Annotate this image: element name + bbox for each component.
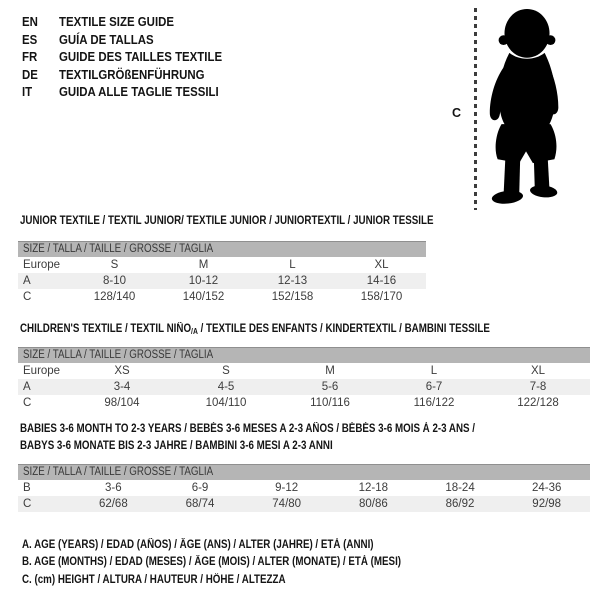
row-label: A — [23, 275, 31, 287]
row-label: C — [23, 397, 32, 409]
size-cell: 12-18 — [358, 482, 389, 494]
language-row-it — [22, 83, 222, 101]
language-title: GUIDA ALLE TAGLIE TESSILI — [58, 84, 219, 99]
table-row-height — [18, 496, 590, 512]
size-cell: 110/116 — [310, 397, 350, 409]
row-label: Europe — [23, 365, 61, 377]
measurement-legend — [22, 537, 468, 589]
table-row-age — [18, 273, 426, 289]
size-cell: 62/68 — [98, 498, 128, 510]
title-prefix: CHILDREN'S TEXTILE / TEXTIL NIÑO — [20, 323, 192, 335]
size-cell: 6-7 — [425, 381, 443, 393]
childrens-textile-table — [18, 347, 590, 411]
size-cell: 86/92 — [445, 498, 475, 510]
size-cell: 12-13 — [277, 275, 308, 287]
size-cell: L — [289, 259, 296, 271]
size-header-label: SIZE / TALLA / TAILLE / GRÖSSE / TAGLIA — [23, 243, 214, 255]
size-cell: 140/152 — [182, 291, 225, 303]
size-header-bar — [18, 241, 426, 257]
height-dotted-line — [474, 8, 477, 210]
size-cell: 24-36 — [531, 482, 562, 494]
size-cell: 98/104 — [104, 397, 140, 409]
size-cell: 116/122 — [413, 397, 455, 409]
childrens-textile-title-text — [20, 321, 490, 340]
size-cell: 8-10 — [102, 275, 127, 287]
junior-textile-title-text: JUNIOR TEXTILE / TEXTIL JUNIOR/ TEXTILE JUNIOR / JUNIORTEXTIL / JUNIOR TESSILE — [20, 215, 434, 227]
size-cell: L — [430, 365, 438, 377]
language-code: DE — [22, 66, 38, 82]
table-row-months — [18, 480, 590, 496]
junior-textile-table — [18, 241, 426, 305]
size-cell: M — [325, 365, 335, 377]
childrens-textile-title — [20, 321, 573, 340]
language-row-fr — [22, 48, 222, 66]
babies-textile-table — [18, 464, 590, 512]
language-title: TEXTILGRÖßENFÜHRUNG — [58, 66, 205, 82]
row-label: B — [23, 482, 31, 494]
babies-title-line2: BABYS 3-6 MONATE BIS 2-3 JAHRE / BAMBINI 3-6 MESI A 2-3 ANNI — [20, 440, 333, 452]
size-cell: M — [198, 259, 209, 271]
size-cell: 80/86 — [358, 498, 388, 510]
language-row-en — [22, 13, 222, 31]
size-cell: 3-6 — [105, 482, 122, 494]
language-title: TEXTILE SIZE GUIDE — [58, 14, 175, 29]
size-cell: 3-4 — [113, 381, 131, 393]
size-cell: 158/170 — [360, 291, 403, 303]
table-row-height — [18, 395, 590, 411]
size-cell: 68/74 — [185, 498, 215, 510]
legend-text: C. (cm) HEIGHT / ALTURA / HAUTEUR / HÖHE / ALTEZZA — [22, 573, 286, 586]
legend-text: B. AGE (MONTHS) / EDAD (MESES) / ÂGE (MOIS) / ALTER (MONATE) / ETÀ (MESI) — [22, 556, 402, 569]
size-cell: 9-12 — [275, 482, 299, 494]
language-row-de — [22, 66, 222, 84]
size-cell: 6-9 — [191, 482, 209, 494]
size-cell: 14-16 — [366, 275, 397, 287]
size-cell: 152/158 — [271, 291, 314, 303]
table-row-europe — [18, 363, 590, 379]
size-cell: 74/80 — [272, 498, 302, 510]
row-label: Europe — [23, 259, 61, 271]
language-row-es — [22, 31, 222, 49]
language-code: IT — [22, 84, 33, 99]
junior-textile-title — [20, 213, 506, 230]
toddler-silhouette-image — [481, 7, 574, 207]
row-label: C — [23, 498, 32, 510]
table-row-europe — [18, 257, 426, 273]
size-cell: 10-12 — [188, 275, 219, 287]
size-cell: 4-5 — [217, 381, 235, 393]
size-cell: XL — [374, 259, 389, 271]
size-cell: 104/110 — [205, 397, 247, 409]
legend-line-b — [22, 554, 468, 571]
size-cell: 122/128 — [517, 397, 559, 409]
language-title: GUIDE DES TAILLES TEXTILE — [58, 49, 223, 64]
size-cell: 18-24 — [445, 482, 475, 494]
row-label: A — [23, 381, 31, 393]
size-cell: S — [110, 259, 119, 271]
size-cell: S — [222, 365, 230, 377]
babies-title-line1: BABIES 3-6 MONTH TO 2-3 YEARS / BEBÉS 3-6 MESES A 2-3 AÑOS / BÉBÉS 3-6 MOIS À 2-3 ANS / — [20, 423, 476, 435]
size-cell: 5-6 — [321, 381, 339, 393]
legend-line-a — [22, 537, 468, 554]
row-label: C — [23, 291, 32, 303]
size-header-label: SIZE / TALLA / TAILLE / GRÖSSE / TAGLIA — [23, 466, 214, 478]
size-header-bar — [18, 464, 590, 480]
language-title: GUÍA DE TALLAS — [58, 31, 154, 47]
table-row-height — [18, 289, 426, 305]
babies-textile-title — [20, 421, 555, 455]
language-code: FR — [22, 49, 38, 64]
size-cell: XL — [530, 365, 546, 377]
table-row-age — [18, 379, 590, 395]
height-measure-label: C — [452, 106, 462, 120]
size-cell: 7-8 — [529, 381, 547, 393]
title-suffix: / TEXTILE DES ENFANTS / KINDERTEXTIL / BAMBINI TESSILE — [197, 323, 490, 335]
language-title-list — [22, 13, 249, 101]
legend-line-c — [22, 572, 468, 589]
title-subscript: /A — [191, 327, 198, 336]
language-code: ES — [22, 31, 38, 47]
size-cell: 92/98 — [532, 498, 562, 510]
size-header-label: SIZE / TALLA / TAILLE / GRÖSSE / TAGLIA — [23, 349, 214, 361]
legend-text: A. AGE (YEARS) / EDAD (AÑOS) / ÂGE (ANS) / ALTER (JAHRE) / ETÀ (ANNI) — [22, 539, 374, 551]
size-cell: 128/140 — [93, 291, 136, 303]
size-cell: XS — [114, 365, 130, 377]
language-code: EN — [22, 14, 38, 29]
size-header-bar — [18, 347, 590, 363]
